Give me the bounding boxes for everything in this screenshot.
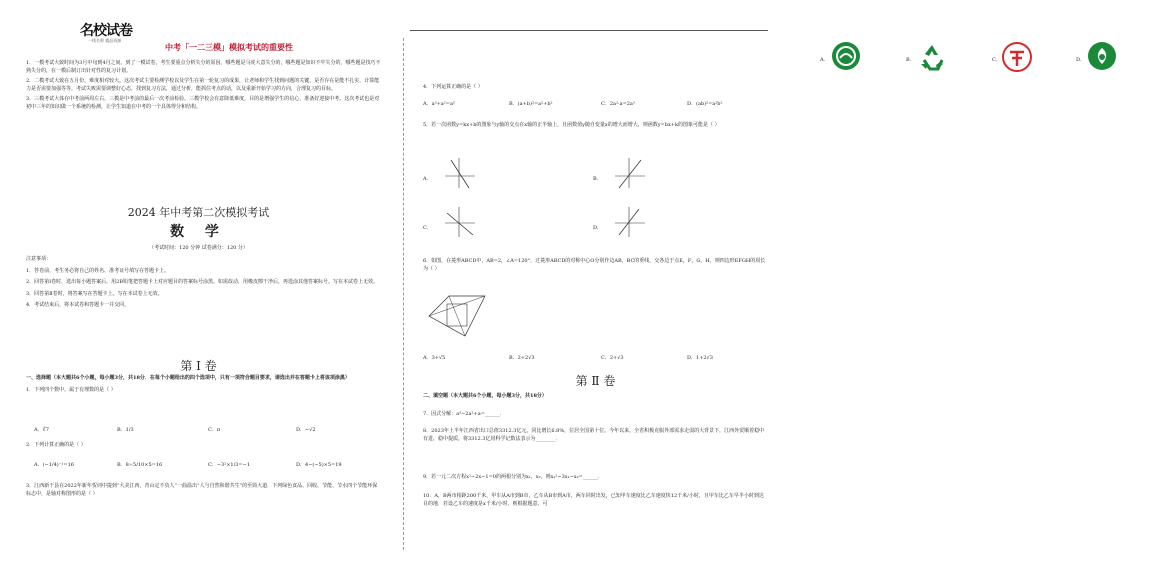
question-4-stem: 4．下列运算正确的是（ ）: [423, 84, 483, 90]
exam-title: 2024 年中考第二次模拟考试: [127, 206, 270, 219]
q6-option-b: B．2+2√3: [509, 355, 535, 361]
notice-heading: 注意事项：: [26, 256, 52, 262]
q5-option-a-label: A．: [423, 176, 432, 182]
q5-option-d-label: D．: [593, 225, 603, 231]
notice-item: 4．考试结束后，将本试卷和答题卡一并交回。: [26, 302, 130, 309]
q6-option-a: A．3+√5: [423, 355, 446, 361]
question-8: 8．2023年上半年江西省出口总值3312.3亿元，同比增长6.8%，位居全国第十位。今年以来，全省积极克服外部需求走弱的大背景下，江西外贸顺着稳中有进、稳中提质。将3312.3亿用科学记数法表示为________．: [423, 428, 765, 442]
q4-option-a: A．a³+a²=a⁵: [423, 101, 455, 107]
green-food-icon: [832, 42, 860, 70]
q3-option-d-label: D．: [1076, 57, 1086, 63]
intro-section: [26, 60, 381, 112]
question-1-stem: 1．下列四个数中，属于有理数的是（ ）: [26, 386, 116, 393]
q5-graph-d: [613, 205, 647, 239]
left-page: [0, 0, 397, 562]
q5-graph-c: [443, 205, 477, 239]
exam-subject: 数 学: [170, 224, 227, 240]
q2-option-b: B．8÷5/10×5=16: [117, 462, 163, 468]
banner-title: 中考「一二三模」模拟考试的重要性: [165, 43, 293, 52]
recycle-icon: [916, 42, 948, 72]
section-2-instruction: 二、填空题（本大题共6个小题，每小题3分，共18分）: [423, 393, 547, 399]
question-5-stem: 5．若一次函数y=kx+b的图象与y轴的交点在x轴的正半轴上，且函数值y随自变量x的增大而增大，则函数y=bx+k的图象可能是（ ）: [423, 122, 720, 128]
brand-logo-text: 名校试卷: [80, 23, 132, 39]
q1-option-c: C．π: [208, 427, 221, 433]
exam-meta: （考试时间：120 分钟 试卷满分：120 分）: [149, 245, 248, 251]
q1-option-b: B．1/3: [117, 427, 134, 433]
q3-option-a-label: A．: [820, 57, 829, 63]
question-2-stem: 2．下列计算正确的是（ ）: [26, 442, 86, 448]
question-3-stem: 3．江西新干县在2022年新年贺词中提到“大美江西，青山定不负人”一曲温出“人与自然和谐共生”的至简大道．下列绿色食品、回收、节能、节水四个节能环保标志中，是轴对称图形的是（ ）: [26, 483, 378, 497]
right-page: [397, 0, 1086, 562]
q4-option-b: B．(a+b)²=a²+b²: [509, 101, 553, 107]
intro-paragraph: 1．一模考试大致时间为3月中旬到4月之间。到了一模试卷，考生要重点分析失分的原因，哪些题是马虎大意失分的，哪些题是知识不牢失分的，哪些题是技巧不熟失分的，在一模后制订出针对性的复习计划。: [26, 60, 381, 74]
question-10: 10．A，B两市相距200千米，甲车从A市到B市，乙车从B市到A市，两车同时出发，已知甲车速度比乙车速度快12千米/小时，且甲车比乙车早半小时到达目的地．若设乙车的速度是x千米/小时，则根据题意，可: [423, 493, 764, 507]
rhombus-figure: [425, 292, 489, 338]
q4-option-d: D．(ab)²=a²b²: [687, 101, 723, 107]
brand-logo-subtext: 一线名师 精品资源: [88, 38, 122, 43]
q5-option-b-label: B．: [593, 176, 602, 182]
question-9: 9．若一元二次方程x²−2x−1=0的两根分别为x₁，x₂，则x₁²−3x₁−x₂=______．: [423, 474, 603, 480]
q3-option-c-label: C．: [992, 57, 1001, 63]
q2-option-a: A．(−1/4)⁻¹=16: [34, 462, 74, 468]
notice-item: 2．回答第Ⅰ卷时，选出每小题答案后，用2B铅笔把答题卡上对应题目的答案标号涂黑。如需改动，用橡皮擦干净后，再选涂其他答案标号。写在本试卷上无效。: [26, 279, 379, 286]
section-1-title: 第 Ⅰ 卷: [180, 359, 217, 373]
q3-option-b-label: B．: [906, 57, 915, 63]
question-7: 7．因式分解：a³−2a²+a=______．: [423, 411, 505, 417]
notice-section: [26, 256, 381, 310]
water-saving-icon: [1088, 42, 1116, 70]
intro-paragraph: 2．二模考试大致在五月份，难度相对较大。这次考试主要检测学校以及学生在第一轮复习的成果，让老师和学生找到问题的关键，是否存在是能不扎实，计算能力是否需要加强等等。考试失败需要调整好心态，找到复习方法，通过分析，能抓住考点的话，以及重新开始学习的方向，合理复习的目标。: [26, 78, 380, 92]
intro-paragraph: 3．三模考试大体在中考前两周左右，三模是中考前的最后一次考前检验。三模学校会有意降低难度，目的是增强学生的信心，准备好迎接中考。这次考试也是对初中三年的知识做一个系统的检测，让学生知道在中考的一个具体得分和结构。: [26, 96, 380, 110]
section-2-title: 第 Ⅱ 卷: [575, 374, 616, 388]
energy-saving-icon: [1002, 42, 1032, 72]
notice-item: 3．回答第Ⅱ卷时，将答案写在答题卡上。写在本试卷上无效。: [26, 290, 163, 297]
q2-option-d: D．4−(−5)×5=19: [296, 462, 342, 468]
notice-item: 1．答卷前，考生务必将自己的姓名、准考证号填写在答题卡上。: [26, 267, 170, 274]
section-1-instruction-block: [26, 375, 381, 394]
q1-option-d: D．−√2: [296, 427, 316, 433]
q1-option-a: A．∛7: [34, 427, 49, 433]
q3-options-row: [820, 42, 1160, 76]
section-1-instruction: 一、选择题（本大题共6个小题，每小题3分，共18分．在每个小题给出的四个选项中，只有一项符合题目要求，请选出并在答题卡上将该项涂黑）: [26, 375, 350, 381]
q2-option-c: C．−3²×1/3=−1: [208, 462, 250, 468]
question-6-stem: 6．如图，在菱形ABCD中，AB=2，∠A=120°，过菱形ABCD的对称中心O分别作边AB，BC的垂线，交各边于点E，F，G，H，则四边形EFGH的周长为（ ）: [423, 258, 766, 272]
q4-option-c: C．2a²·a=2a³: [601, 101, 635, 107]
q6-option-d: D．1+2√3: [687, 355, 713, 361]
q5-option-c-label: C．: [423, 225, 432, 231]
q6-option-c: C．2+√3: [601, 355, 624, 361]
q5-graph-b: [613, 156, 647, 190]
q5-graph-a: [443, 156, 477, 190]
